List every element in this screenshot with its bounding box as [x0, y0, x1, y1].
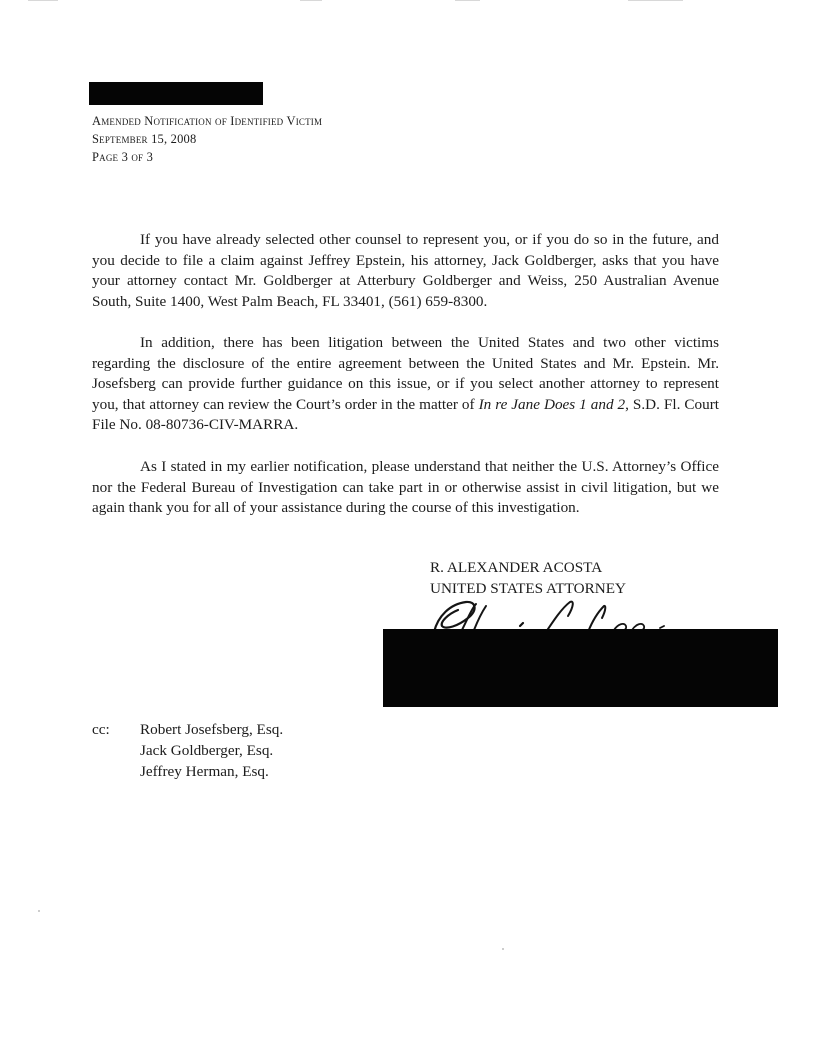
scan-mark	[300, 0, 322, 1]
letter-header	[92, 112, 322, 166]
scan-speck	[502, 948, 504, 950]
scan-speck	[38, 910, 40, 912]
scan-mark	[28, 0, 58, 1]
cc-recipient: Jack Goldberger, Esq.	[140, 742, 274, 759]
paragraph-text	[92, 333, 719, 436]
header-redaction	[89, 82, 263, 105]
paragraph-text-end: , S.D. Fl. Court File No. 08-80736-CIV-MARRA.	[92, 395, 719, 433]
signer-name: R. ALEXANDER ACOSTA	[430, 559, 603, 576]
signature-block	[430, 557, 626, 599]
signer-title: UNITED STATES ATTORNEY	[430, 580, 626, 597]
paragraph-text: If you have already selected other counsel to represent you, or if you do so in the future, and you decide to file a claim against Jeffrey Epstein, his attorney, Jack Goldberger, asks that you have your attorney contact Mr. Goldberger at Atterbury Goldberger and Weiss, 250 Australian Avenue South, Suite 1400, West Palm Beach, FL 33401, (561) 659-8300.	[92, 231, 719, 310]
header-page-number: Page 3 of 3	[92, 150, 154, 164]
header-date: September 15, 2008	[92, 132, 197, 146]
body-paragraph-1	[92, 230, 719, 312]
cc-recipient: Jeffrey Herman, Esq.	[140, 763, 269, 780]
header-title: Amended Notification of Identified Victim	[92, 114, 323, 128]
case-name: In re Jane Does 1 and 2	[478, 395, 626, 413]
signature-redaction	[383, 629, 778, 707]
scan-mark	[628, 0, 683, 1]
cc-label: cc:	[92, 721, 110, 738]
scan-mark	[455, 0, 480, 1]
body-paragraph-2	[92, 333, 719, 436]
paragraph-text: As I stated in my earlier notification, please understand that neither the U.S. Attorney’s Office nor the Federal Bureau of Investigation can take part in or otherwise assist in civil litigation, but we again thank you for all of your assistance during the course of this investigation.	[92, 458, 719, 516]
body-paragraph-3	[92, 457, 719, 519]
paragraph-text-start: In addition, there has been litigation between the United States and two other victims regarding the disclosure of the entire agreement between the United States and Mr. Epstein. Mr. Josefsberg can provide further guidance on this issue, or if you select another attorney to represent you, that attorney can review the Court’s order in the matter of	[92, 334, 719, 413]
cc-recipient: Robert Josefsberg, Esq.	[140, 721, 284, 738]
cc-recipient-list	[140, 719, 283, 782]
